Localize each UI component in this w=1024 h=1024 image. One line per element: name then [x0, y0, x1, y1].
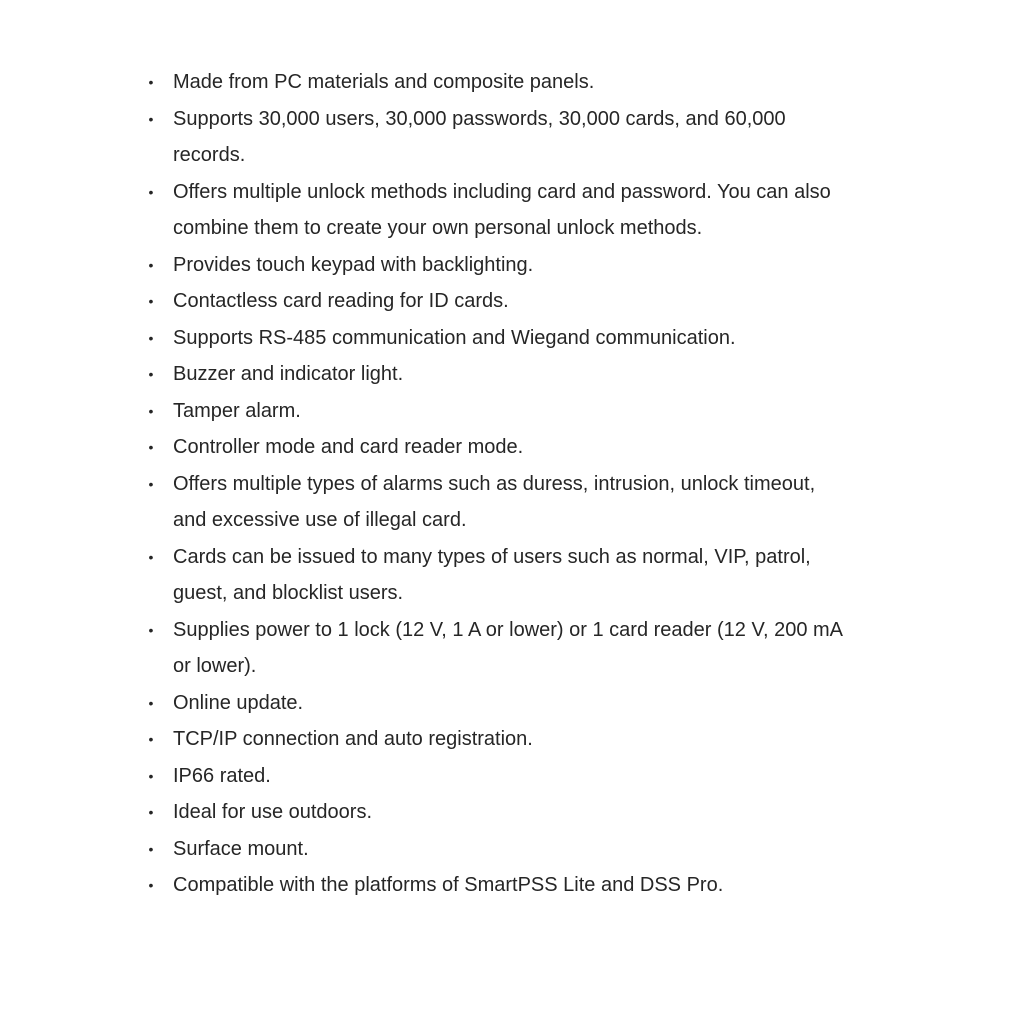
list-item-text: Buzzer and indicator light.	[173, 363, 404, 385]
bullet-icon: •	[148, 439, 154, 455]
list-item	[146, 831, 846, 868]
list-item-text: Offers multiple types of alarms such as duress, intrusion, unlock timeout, and excessive use of illegal card.	[173, 472, 816, 531]
list-item-text: Offers multiple unlock methods including card and password. You can also combine them to create your own personal unlock methods.	[173, 180, 831, 239]
bullet-icon: •	[148, 74, 154, 90]
list-item	[146, 758, 846, 795]
list-item-text: Cards can be issued to many types of users such as normal, VIP, patrol, guest, and blocklist users.	[173, 545, 811, 604]
list-item-text: Provides touch keypad with backlighting.	[173, 253, 534, 276]
list-item	[146, 283, 846, 320]
bullet-icon: •	[148, 183, 154, 200]
list-item	[146, 612, 846, 685]
list-item-text: IP66 rated.	[173, 764, 271, 787]
list-item-text: Compatible with the platforms of SmartPSS Lite and DSS Pro.	[173, 874, 724, 896]
bullet-icon: •	[148, 548, 154, 565]
list-item	[146, 101, 846, 174]
list-item-text: Supports 30,000 users, 30,000 passwords, 30,000 cards, and 60,000 records.	[173, 107, 786, 166]
bullet-icon: •	[148, 621, 154, 638]
bullet-icon: •	[148, 694, 154, 711]
bullet-icon: •	[148, 475, 154, 492]
list-item	[146, 174, 846, 247]
bullet-icon: •	[148, 256, 154, 273]
bullet-icon: •	[148, 366, 154, 382]
bullet-icon: •	[148, 329, 154, 346]
list-item	[146, 466, 846, 539]
list-item-text: Supports RS-485 communication and Wiegand communication.	[173, 326, 736, 349]
list-item	[146, 64, 846, 101]
list-item	[146, 429, 846, 466]
list-item	[146, 356, 846, 393]
list-item	[146, 247, 846, 284]
list-item-text: Surface mount.	[173, 837, 309, 860]
bullet-icon: •	[148, 110, 154, 127]
list-item	[146, 320, 846, 357]
bullet-icon: •	[148, 840, 154, 857]
list-item	[146, 685, 846, 722]
bullet-icon: •	[148, 804, 154, 820]
list-item	[146, 721, 846, 758]
bullet-icon: •	[148, 731, 154, 747]
bullet-icon: •	[148, 877, 154, 893]
list-item	[146, 539, 846, 612]
feature-list	[146, 64, 846, 904]
list-item-text: Tamper alarm.	[173, 399, 301, 422]
list-item-text: Online update.	[173, 691, 304, 714]
bullet-icon: •	[148, 293, 154, 309]
list-item-text: Contactless card reading for ID cards.	[173, 290, 509, 312]
list-item-text: Made from PC materials and composite panels.	[173, 71, 595, 93]
list-item	[146, 393, 846, 430]
list-item-text: Ideal for use outdoors.	[173, 801, 373, 823]
list-item	[146, 867, 846, 904]
list-item-text: Supplies power to 1 lock (12 V, 1 A or lower) or 1 card reader (12 V, 200 mA or lower).	[173, 618, 842, 677]
bullet-icon: •	[148, 767, 154, 784]
list-item-text: Controller mode and card reader mode.	[173, 436, 524, 458]
list-item-text: TCP/IP connection and auto registration.	[173, 728, 533, 750]
list-item	[146, 794, 846, 831]
bullet-icon: •	[148, 402, 154, 419]
